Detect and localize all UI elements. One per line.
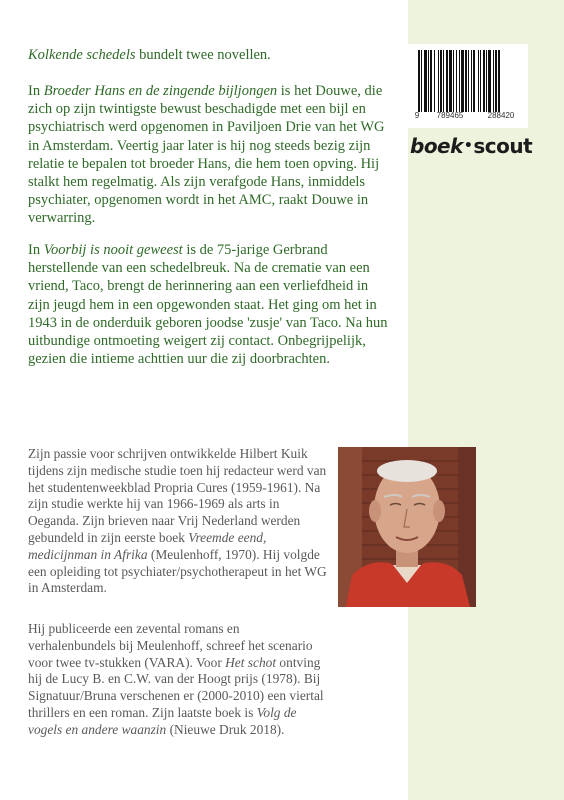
logo-dot: •: [463, 138, 473, 154]
text-run: ontving hij de Lucy B. en C.W. van der Hoogt prijs (1978). Bij Signatuur/Bruna verschenen er (2000-2010) een viertal thrillers en een roman. Zijn laatste boek is: [28, 654, 324, 720]
publisher-logo: [410, 134, 532, 158]
isbn-left: 789465: [436, 111, 464, 120]
logo-part-1: boek: [410, 134, 463, 158]
isbn-number: [409, 111, 527, 120]
barcode-icon: [418, 50, 522, 112]
text-run: Hij publiceerde een zevental romans en verhalenbundels bij Meulenhoff, schreef het scenario voor twee tv-stukken (VARA). Voor: [28, 621, 313, 670]
tagline: [28, 46, 388, 64]
novella-2-title: Voorbij is nooit geweest: [43, 242, 183, 258]
isbn-right: 288420: [487, 111, 515, 120]
author-bio-2: [28, 621, 328, 739]
text-run: In: [28, 242, 44, 258]
first-book-title: Vreemde eend, medicijnman in Afrika: [28, 529, 267, 562]
novella-2-description: [28, 241, 390, 368]
novella-1-title: Broeder Hans en de zingende bijljongen: [43, 83, 278, 99]
book-title: Kolkende schedels: [28, 47, 136, 63]
text-run: Zijn passie voor schrijven ontwikkelde Hilbert Kuik tijdens zijn medische studie toen hij redacteur werd van het studentenweekblad Propria Cures (1959-1961). Na zijn studie werkte hij van 1966-1969 als arts in Oeganda. Zijn brieven naar Vrij Nederland werden gebundeld in zijn eerste boek: [28, 446, 327, 545]
text-run: is de 75-jarige Gerbrand herstellende van een schedelbreuk. Na de crematie van een vriend, Taco, brengt de herinnering aan een verliefdheid in zijn jeugd hem in een opgewonden staat. Het ging om het in 1943 in de onderduik geboren joodse 'zusje' van Taco. Na hun uitbundige ontmoeting weigert zij contact. Onbegrijpelijk, gezien die intieme achttien uur die zij doorbrachten.: [28, 242, 388, 368]
isbn-prefix: 9: [414, 111, 420, 120]
novella-1-description: [28, 82, 390, 228]
text-run: (Meulenhoff, 1970). Hij volgde een opleiding tot psychiater/psychotherapeut in het WG in Amsterdam.: [28, 546, 327, 596]
latest-book-title: Volg de vogels en andere waanzin: [28, 704, 297, 737]
text-run: (Nieuwe Druk 2018).: [166, 721, 285, 737]
text-run: In: [28, 83, 44, 99]
text-run: is het Douwe, die zich op zijn twintigste bewust beschadigde met een bijl en psychiatrisch werd opgenomen in Paviljoen Drie van het WG in Amsterdam. Veertig jaar later is hij nog steeds bezig zijn relatie te bepalen tot broeder Hans, die hem toen opving. Hij stalkt hem regelmatig. Als zijn verafgode Hans, inmiddels psychiater, opgenomen wordt in het AMC, raakt Douwe in verwarring.: [28, 83, 385, 227]
author-photo: [338, 447, 476, 607]
author-bio-1: [28, 446, 328, 597]
book-title-het-schot: Het schot: [225, 654, 277, 670]
logo-part-2: scout: [473, 134, 533, 158]
tagline-text: bundelt twee novellen.: [135, 47, 271, 63]
